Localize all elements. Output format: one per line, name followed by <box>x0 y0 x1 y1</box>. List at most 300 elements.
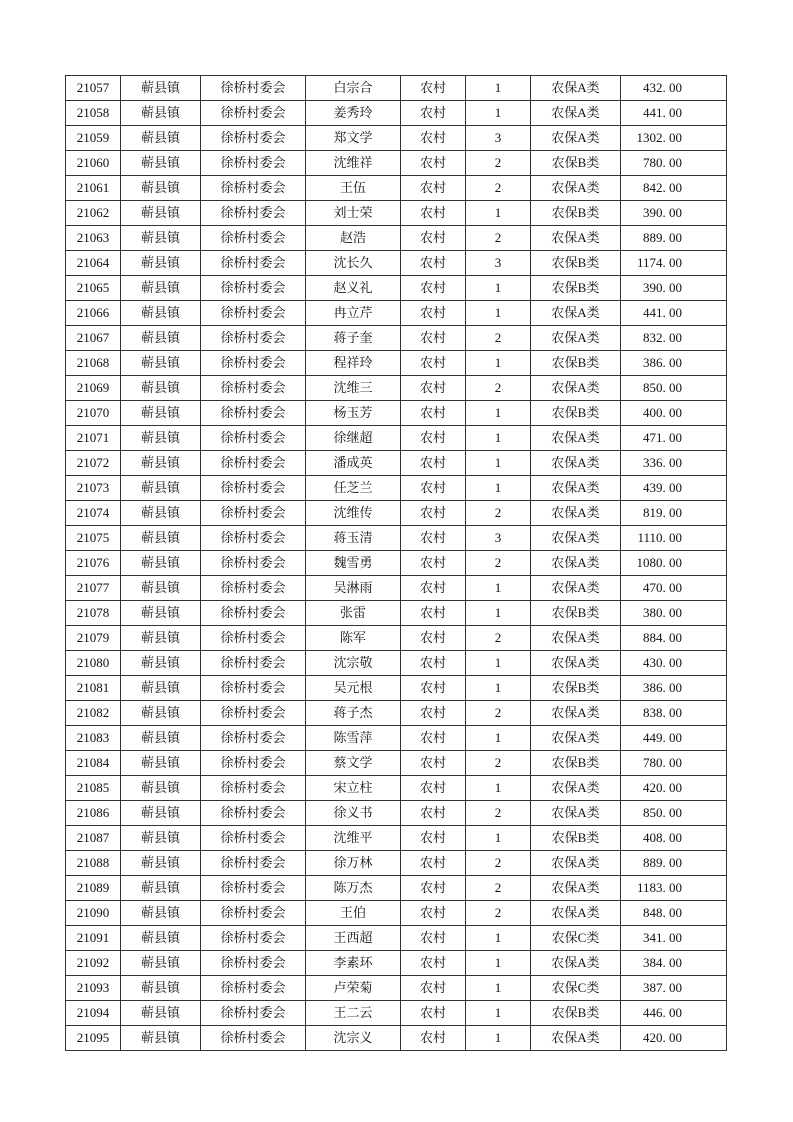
table-cell-amount: 1174. 00 <box>621 251 727 276</box>
table-cell-id: 21077 <box>66 576 121 601</box>
table-cell-town: 蕲县镇 <box>121 851 201 876</box>
table-cell-amount: 432. 00 <box>621 76 727 101</box>
table-row <box>66 951 727 976</box>
table-row <box>66 576 727 601</box>
table-cell-category: 农保A类 <box>531 76 621 101</box>
table-cell-amount: 471. 00 <box>621 426 727 451</box>
table-cell-name: 王伍 <box>306 176 401 201</box>
table-cell-town: 蕲县镇 <box>121 626 201 651</box>
table-cell-amount: 441. 00 <box>621 101 727 126</box>
table-cell-id: 21067 <box>66 326 121 351</box>
table-cell-count: 2 <box>466 226 531 251</box>
table-row <box>66 651 727 676</box>
table-cell-village: 徐桥村委会 <box>201 801 306 826</box>
table-cell-count: 1 <box>466 926 531 951</box>
table-cell-id: 21093 <box>66 976 121 1001</box>
table-cell-id: 21076 <box>66 551 121 576</box>
table-cell-town: 蕲县镇 <box>121 651 201 676</box>
table-cell-town: 蕲县镇 <box>121 326 201 351</box>
table-cell-count: 1 <box>466 76 531 101</box>
table-cell-id: 21070 <box>66 401 121 426</box>
table-cell-category: 农保B类 <box>531 1001 621 1026</box>
table-cell-town: 蕲县镇 <box>121 976 201 1001</box>
table-row <box>66 601 727 626</box>
table-row <box>66 876 727 901</box>
table-cell-amount: 819. 00 <box>621 501 727 526</box>
table-cell-count: 1 <box>466 426 531 451</box>
table-cell-residence: 农村 <box>401 226 466 251</box>
table-cell-town: 蕲县镇 <box>121 301 201 326</box>
table-cell-town: 蕲县镇 <box>121 901 201 926</box>
table-cell-count: 1 <box>466 451 531 476</box>
table-cell-id: 21062 <box>66 201 121 226</box>
table-cell-count: 1 <box>466 601 531 626</box>
table-row <box>66 76 727 101</box>
table-cell-count: 1 <box>466 201 531 226</box>
table-cell-village: 徐桥村委会 <box>201 376 306 401</box>
table-cell-name: 沈维平 <box>306 826 401 851</box>
table-cell-residence: 农村 <box>401 901 466 926</box>
table-cell-amount: 380. 00 <box>621 601 727 626</box>
table-cell-town: 蕲县镇 <box>121 726 201 751</box>
table-cell-name: 沈维传 <box>306 501 401 526</box>
table-cell-category: 农保B类 <box>531 201 621 226</box>
table-cell-category: 农保A类 <box>531 1026 621 1051</box>
table-row <box>66 551 727 576</box>
table-cell-name: 卢荣菊 <box>306 976 401 1001</box>
table-row <box>66 1026 727 1051</box>
table-cell-village: 徐桥村委会 <box>201 876 306 901</box>
table-cell-id: 21058 <box>66 101 121 126</box>
table-cell-category: 农保B类 <box>531 676 621 701</box>
table-cell-town: 蕲县镇 <box>121 776 201 801</box>
table-cell-amount: 439. 00 <box>621 476 727 501</box>
table-cell-category: 农保A类 <box>531 501 621 526</box>
table-cell-id: 21061 <box>66 176 121 201</box>
table-row <box>66 676 727 701</box>
table-cell-village: 徐桥村委会 <box>201 926 306 951</box>
table-cell-category: 农保A类 <box>531 326 621 351</box>
table-cell-category: 农保A类 <box>531 526 621 551</box>
table-cell-name: 陈军 <box>306 626 401 651</box>
table-cell-count: 2 <box>466 151 531 176</box>
table-cell-id: 21094 <box>66 1001 121 1026</box>
table-cell-category: 农保A类 <box>531 376 621 401</box>
table-cell-category: 农保A类 <box>531 851 621 876</box>
table-row <box>66 626 727 651</box>
table-cell-id: 21057 <box>66 76 121 101</box>
table-row <box>66 126 727 151</box>
table-cell-id: 21078 <box>66 601 121 626</box>
table-cell-residence: 农村 <box>401 876 466 901</box>
table-row <box>66 151 727 176</box>
table-cell-village: 徐桥村委会 <box>201 976 306 1001</box>
table-cell-residence: 农村 <box>401 726 466 751</box>
table-cell-amount: 842. 00 <box>621 176 727 201</box>
table-cell-town: 蕲县镇 <box>121 951 201 976</box>
table-cell-residence: 农村 <box>401 626 466 651</box>
table-cell-category: 农保A类 <box>531 126 621 151</box>
table-cell-residence: 农村 <box>401 701 466 726</box>
table-cell-category: 农保A类 <box>531 176 621 201</box>
table-cell-town: 蕲县镇 <box>121 701 201 726</box>
table-cell-town: 蕲县镇 <box>121 351 201 376</box>
table-cell-category: 农保A类 <box>531 651 621 676</box>
table-cell-category: 农保B类 <box>531 251 621 276</box>
table-cell-village: 徐桥村委会 <box>201 576 306 601</box>
table-cell-count: 2 <box>466 801 531 826</box>
table-cell-village: 徐桥村委会 <box>201 226 306 251</box>
table-cell-residence: 农村 <box>401 976 466 1001</box>
table-cell-count: 2 <box>466 501 531 526</box>
table-cell-town: 蕲县镇 <box>121 451 201 476</box>
table-cell-id: 21088 <box>66 851 121 876</box>
table-cell-residence: 农村 <box>401 376 466 401</box>
table-cell-category: 农保B类 <box>531 351 621 376</box>
table-cell-residence: 农村 <box>401 501 466 526</box>
table-cell-id: 21059 <box>66 126 121 151</box>
table-cell-category: 农保A类 <box>531 901 621 926</box>
table-cell-residence: 农村 <box>401 276 466 301</box>
table-cell-amount: 441. 00 <box>621 301 727 326</box>
table-cell-residence: 农村 <box>401 251 466 276</box>
table-cell-id: 21073 <box>66 476 121 501</box>
table-cell-residence: 农村 <box>401 776 466 801</box>
table-cell-count: 2 <box>466 876 531 901</box>
table-cell-id: 21060 <box>66 151 121 176</box>
table-cell-name: 蔡文学 <box>306 751 401 776</box>
table-cell-village: 徐桥村委会 <box>201 626 306 651</box>
table-cell-count: 2 <box>466 701 531 726</box>
table-row <box>66 701 727 726</box>
table-cell-id: 21075 <box>66 526 121 551</box>
table-cell-id: 21085 <box>66 776 121 801</box>
table-row <box>66 751 727 776</box>
table-cell-id: 21083 <box>66 726 121 751</box>
table-cell-category: 农保A类 <box>531 951 621 976</box>
table-cell-name: 赵义礼 <box>306 276 401 301</box>
table-cell-amount: 449. 00 <box>621 726 727 751</box>
table-cell-category: 农保A类 <box>531 451 621 476</box>
table-cell-count: 1 <box>466 976 531 1001</box>
table-cell-category: 农保C类 <box>531 976 621 1001</box>
table-cell-town: 蕲县镇 <box>121 76 201 101</box>
table-row <box>66 801 727 826</box>
table-cell-name: 程祥玲 <box>306 351 401 376</box>
table-cell-category: 农保B类 <box>531 276 621 301</box>
table-row <box>66 201 727 226</box>
table-cell-count: 3 <box>466 126 531 151</box>
table-cell-amount: 420. 00 <box>621 776 727 801</box>
table-cell-residence: 农村 <box>401 751 466 776</box>
table-cell-village: 徐桥村委会 <box>201 1026 306 1051</box>
table-cell-name: 任芝兰 <box>306 476 401 501</box>
table-cell-id: 21082 <box>66 701 121 726</box>
table-row <box>66 351 727 376</box>
table-cell-count: 1 <box>466 776 531 801</box>
table-cell-amount: 838. 00 <box>621 701 727 726</box>
table-cell-count: 1 <box>466 576 531 601</box>
table-row <box>66 401 727 426</box>
table-cell-amount: 430. 00 <box>621 651 727 676</box>
table-row <box>66 726 727 751</box>
table-cell-name: 冉立芹 <box>306 301 401 326</box>
table-cell-amount: 1302. 00 <box>621 126 727 151</box>
table-cell-amount: 420. 00 <box>621 1026 727 1051</box>
table-row <box>66 826 727 851</box>
table-cell-count: 1 <box>466 401 531 426</box>
table-cell-village: 徐桥村委会 <box>201 951 306 976</box>
table-cell-village: 徐桥村委会 <box>201 751 306 776</box>
table-cell-category: 农保B类 <box>531 151 621 176</box>
table-row <box>66 251 727 276</box>
table-cell-name: 赵浩 <box>306 226 401 251</box>
table-cell-amount: 390. 00 <box>621 201 727 226</box>
table-cell-category: 农保A类 <box>531 426 621 451</box>
table-cell-name: 吴淋雨 <box>306 576 401 601</box>
table-row <box>66 476 727 501</box>
table-cell-amount: 780. 00 <box>621 751 727 776</box>
table-cell-name: 张雷 <box>306 601 401 626</box>
table-cell-id: 21091 <box>66 926 121 951</box>
pension-payment-table <box>65 75 727 1051</box>
table-cell-village: 徐桥村委会 <box>201 276 306 301</box>
table-cell-category: 农保A类 <box>531 301 621 326</box>
table-cell-name: 吴元根 <box>306 676 401 701</box>
table-cell-name: 白宗合 <box>306 76 401 101</box>
table-cell-amount: 889. 00 <box>621 851 727 876</box>
table-cell-village: 徐桥村委会 <box>201 901 306 926</box>
table-row <box>66 901 727 926</box>
table-cell-village: 徐桥村委会 <box>201 651 306 676</box>
table-cell-amount: 446. 00 <box>621 1001 727 1026</box>
table-cell-village: 徐桥村委会 <box>201 826 306 851</box>
table-cell-town: 蕲县镇 <box>121 126 201 151</box>
table-cell-town: 蕲县镇 <box>121 426 201 451</box>
table-cell-amount: 884. 00 <box>621 626 727 651</box>
table-cell-village: 徐桥村委会 <box>201 676 306 701</box>
table-cell-name: 姜秀玲 <box>306 101 401 126</box>
table-cell-name: 郑文学 <box>306 126 401 151</box>
table-cell-town: 蕲县镇 <box>121 401 201 426</box>
table-cell-count: 1 <box>466 476 531 501</box>
table-cell-village: 徐桥村委会 <box>201 176 306 201</box>
table-cell-town: 蕲县镇 <box>121 526 201 551</box>
table-cell-id: 21068 <box>66 351 121 376</box>
table-cell-amount: 832. 00 <box>621 326 727 351</box>
table-cell-village: 徐桥村委会 <box>201 251 306 276</box>
table-cell-amount: 387. 00 <box>621 976 727 1001</box>
table-cell-count: 1 <box>466 301 531 326</box>
table-cell-name: 魏雪勇 <box>306 551 401 576</box>
table-cell-village: 徐桥村委会 <box>201 401 306 426</box>
table-cell-id: 21087 <box>66 826 121 851</box>
table-cell-category: 农保A类 <box>531 226 621 251</box>
table-cell-amount: 390. 00 <box>621 276 727 301</box>
table-cell-count: 2 <box>466 176 531 201</box>
table-cell-id: 21074 <box>66 501 121 526</box>
table-cell-category: 农保A类 <box>531 101 621 126</box>
table-cell-amount: 1110. 00 <box>621 526 727 551</box>
table-cell-village: 徐桥村委会 <box>201 1001 306 1026</box>
table-cell-count: 2 <box>466 326 531 351</box>
table-cell-residence: 农村 <box>401 401 466 426</box>
table-cell-category: 农保A类 <box>531 476 621 501</box>
table-cell-residence: 农村 <box>401 126 466 151</box>
table-cell-name: 陈万杰 <box>306 876 401 901</box>
table-cell-village: 徐桥村委会 <box>201 601 306 626</box>
table-cell-name: 宋立柱 <box>306 776 401 801</box>
table-cell-id: 21071 <box>66 426 121 451</box>
table-cell-count: 1 <box>466 726 531 751</box>
table-cell-amount: 780. 00 <box>621 151 727 176</box>
table-cell-town: 蕲县镇 <box>121 1026 201 1051</box>
table-cell-id: 21090 <box>66 901 121 926</box>
table-cell-town: 蕲县镇 <box>121 551 201 576</box>
table-cell-village: 徐桥村委会 <box>201 426 306 451</box>
table-cell-name: 徐继超 <box>306 426 401 451</box>
table-cell-amount: 1183. 00 <box>621 876 727 901</box>
table-cell-village: 徐桥村委会 <box>201 201 306 226</box>
table-cell-town: 蕲县镇 <box>121 251 201 276</box>
table-cell-village: 徐桥村委会 <box>201 501 306 526</box>
table-cell-village: 徐桥村委会 <box>201 701 306 726</box>
table-cell-town: 蕲县镇 <box>121 376 201 401</box>
table-cell-id: 21095 <box>66 1026 121 1051</box>
table-cell-name: 李素环 <box>306 951 401 976</box>
table-cell-residence: 农村 <box>401 926 466 951</box>
table-cell-count: 1 <box>466 951 531 976</box>
table-cell-count: 2 <box>466 551 531 576</box>
table-cell-town: 蕲县镇 <box>121 926 201 951</box>
table-cell-name: 蒋子杰 <box>306 701 401 726</box>
table-cell-count: 1 <box>466 351 531 376</box>
table-cell-name: 蒋子奎 <box>306 326 401 351</box>
table-cell-town: 蕲县镇 <box>121 201 201 226</box>
table-cell-residence: 农村 <box>401 451 466 476</box>
table-cell-village: 徐桥村委会 <box>201 326 306 351</box>
table-cell-amount: 341. 00 <box>621 926 727 951</box>
table-cell-amount: 408. 00 <box>621 826 727 851</box>
table-cell-town: 蕲县镇 <box>121 1001 201 1026</box>
table-cell-village: 徐桥村委会 <box>201 101 306 126</box>
table-cell-residence: 农村 <box>401 76 466 101</box>
table-cell-id: 21064 <box>66 251 121 276</box>
table-cell-count: 2 <box>466 901 531 926</box>
table-cell-town: 蕲县镇 <box>121 176 201 201</box>
table-cell-amount: 850. 00 <box>621 801 727 826</box>
table-cell-name: 徐义书 <box>306 801 401 826</box>
table-cell-residence: 农村 <box>401 476 466 501</box>
table-cell-id: 21065 <box>66 276 121 301</box>
table-cell-name: 陈雪萍 <box>306 726 401 751</box>
table-cell-count: 1 <box>466 676 531 701</box>
table-cell-count: 2 <box>466 626 531 651</box>
table-cell-residence: 农村 <box>401 951 466 976</box>
table-cell-count: 3 <box>466 251 531 276</box>
table-cell-category: 农保B类 <box>531 826 621 851</box>
table-cell-residence: 农村 <box>401 201 466 226</box>
table-cell-category: 农保A类 <box>531 701 621 726</box>
table-cell-residence: 农村 <box>401 826 466 851</box>
table-cell-residence: 农村 <box>401 326 466 351</box>
table-body <box>66 76 727 1051</box>
table-cell-village: 徐桥村委会 <box>201 76 306 101</box>
table-cell-amount: 386. 00 <box>621 676 727 701</box>
table-cell-amount: 1080. 00 <box>621 551 727 576</box>
table-cell-amount: 889. 00 <box>621 226 727 251</box>
table-cell-village: 徐桥村委会 <box>201 151 306 176</box>
table-row <box>66 176 727 201</box>
table-cell-category: 农保A类 <box>531 801 621 826</box>
table-row <box>66 451 727 476</box>
table-cell-amount: 400. 00 <box>621 401 727 426</box>
table-cell-town: 蕲县镇 <box>121 151 201 176</box>
table-cell-category: 农保B类 <box>531 601 621 626</box>
table-row <box>66 976 727 1001</box>
table-cell-residence: 农村 <box>401 301 466 326</box>
table-cell-category: 农保A类 <box>531 876 621 901</box>
table-row <box>66 376 727 401</box>
table-cell-name: 王伯 <box>306 901 401 926</box>
table-cell-count: 2 <box>466 751 531 776</box>
table-cell-residence: 农村 <box>401 676 466 701</box>
table-cell-village: 徐桥村委会 <box>201 851 306 876</box>
table-cell-count: 2 <box>466 851 531 876</box>
table-cell-town: 蕲县镇 <box>121 826 201 851</box>
table-cell-count: 1 <box>466 826 531 851</box>
table-row <box>66 276 727 301</box>
table-cell-count: 1 <box>466 1026 531 1051</box>
table-cell-name: 徐万林 <box>306 851 401 876</box>
table-cell-town: 蕲县镇 <box>121 751 201 776</box>
table-cell-id: 21069 <box>66 376 121 401</box>
table-cell-id: 21063 <box>66 226 121 251</box>
table-cell-amount: 850. 00 <box>621 376 727 401</box>
table-cell-residence: 农村 <box>401 576 466 601</box>
table-cell-town: 蕲县镇 <box>121 226 201 251</box>
table-row <box>66 426 727 451</box>
table-cell-amount: 384. 00 <box>621 951 727 976</box>
table-cell-name: 潘成英 <box>306 451 401 476</box>
table-cell-residence: 农村 <box>401 601 466 626</box>
table-cell-category: 农保A类 <box>531 726 621 751</box>
table-cell-name: 沈长久 <box>306 251 401 276</box>
table-cell-residence: 农村 <box>401 176 466 201</box>
table-cell-id: 21081 <box>66 676 121 701</box>
table-cell-residence: 农村 <box>401 426 466 451</box>
table-cell-count: 1 <box>466 651 531 676</box>
table-cell-id: 21089 <box>66 876 121 901</box>
table-cell-village: 徐桥村委会 <box>201 126 306 151</box>
table-cell-id: 21079 <box>66 626 121 651</box>
table-cell-count: 2 <box>466 376 531 401</box>
table-row <box>66 776 727 801</box>
table-cell-town: 蕲县镇 <box>121 101 201 126</box>
table-cell-residence: 农村 <box>401 651 466 676</box>
table-cell-village: 徐桥村委会 <box>201 776 306 801</box>
table-cell-village: 徐桥村委会 <box>201 351 306 376</box>
table-cell-town: 蕲县镇 <box>121 576 201 601</box>
table-cell-residence: 农村 <box>401 526 466 551</box>
table-row <box>66 326 727 351</box>
table-cell-village: 徐桥村委会 <box>201 726 306 751</box>
table-row <box>66 501 727 526</box>
table-cell-count: 1 <box>466 1001 531 1026</box>
table-cell-name: 王西超 <box>306 926 401 951</box>
table-cell-category: 农保A类 <box>531 551 621 576</box>
table-row <box>66 301 727 326</box>
